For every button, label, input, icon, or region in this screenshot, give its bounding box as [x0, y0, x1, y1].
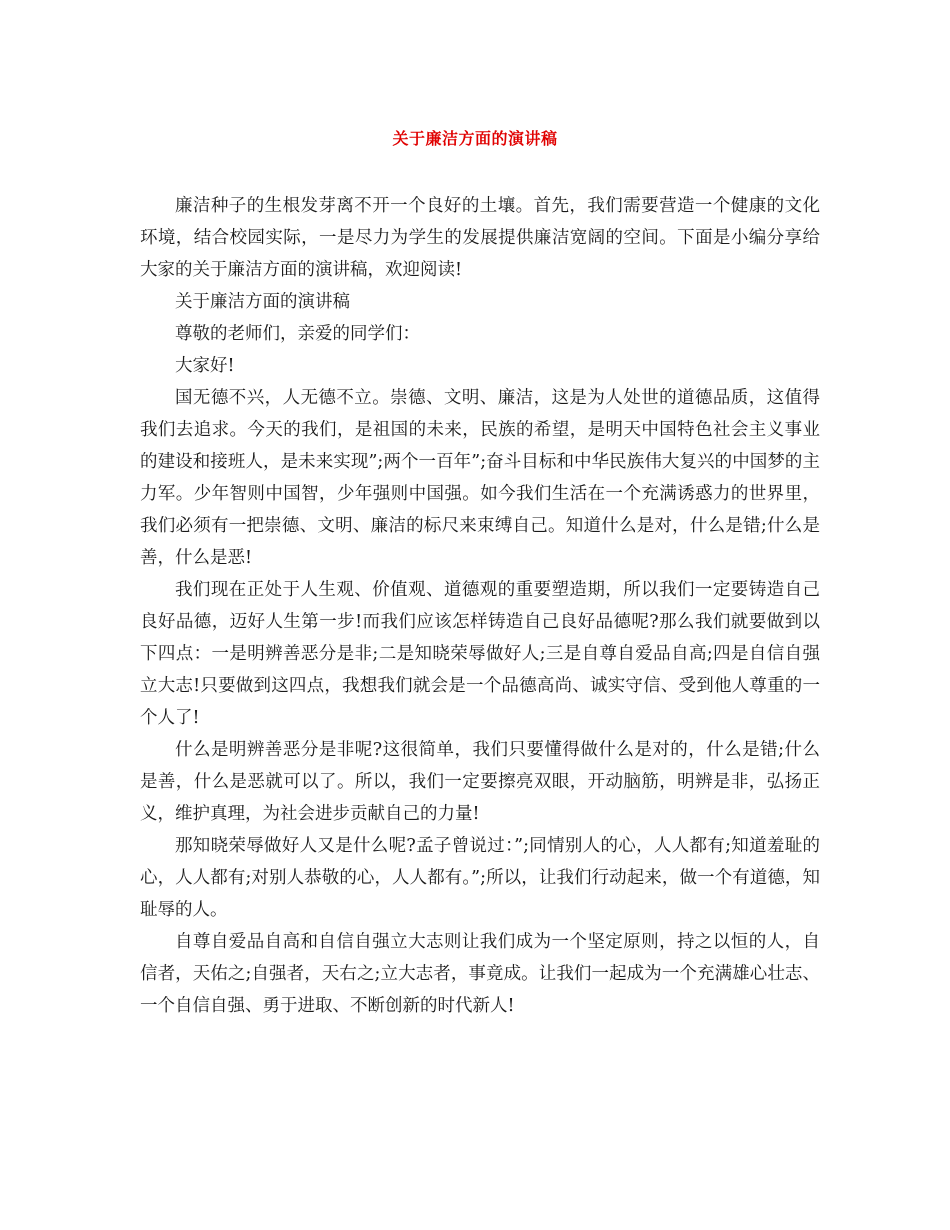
paragraph-virtue: 国无德不兴，人无德不立。崇德、文明、廉洁，这是为人处世的道德品质，这值得我们去追求。今天的我们，是祖国的未来，民族的希望，是明天中国特色社会主义事业的建设和接班人，是未来实现”;两个一百年”;奋斗目标和中华民族伟大复兴的中国梦的主力军。少年智则中国智，少年强则中国强。如今我们生活在一个充满诱惑力的世界里，我们必须有一把崇德、文明、廉洁的标尺来束缚自己。知道什么是对，什么是错;什么是善，什么是恶!: [140, 388, 820, 568]
paragraph-speech-heading: 关于廉洁方面的演讲稿: [175, 292, 350, 312]
paragraph-right-wrong: 什么是明辨善恶分是非呢?这很简单，我们只要懂得做什么是对的，什么是错;什么是善，什么是恶就可以了。所以，我们一定要擦亮双眼，开动脑筋，明辨是非，弘扬正义，维护真理，为社会进步贡献自己的力量!: [140, 740, 820, 824]
paragraph-four-points: 我们现在正处于人生观、价值观、道德观的重要塑造期，所以我们一定要铸造自己良好品德，迈好人生第一步!而我们应该怎样铸造自己良好品德呢?那么我们就要做到以下四点：一是明辨善恶分是非;二是知晓荣辱做好人;三是自尊自爱品自高;四是自信自强立大志!只要做到这四点，我想我们就会是一个品德高尚、诚实守信、受到他人尊重的一个人了!: [140, 580, 820, 728]
paragraph-honor-shame: 那知晓荣辱做好人又是什么呢?孟子曾说过：”;同情别人的心，人人都有;知道羞耻的心，人人都有;对别人恭敬的心，人人都有。”;所以，让我们行动起来，做一个有道德，知耻辱的人。: [140, 836, 820, 920]
document-title: 关于廉洁方面的演讲稿: [392, 129, 558, 148]
paragraph-salutation: 尊敬的老师们，亲爱的同学们：: [175, 324, 420, 344]
paragraph-self-respect: 自尊自爱品自高和自信自强立大志则让我们成为一个坚定原则，持之以恒的人，自信者，天佑之;自强者，天右之;立大志者，事竟成。让我们一起成为一个充满雄心壮志、一个自信自强、勇于进取、不断创新的时代新人!: [140, 932, 820, 1016]
paragraph-intro: 廉洁种子的生根发芽离不开一个良好的土壤。首先，我们需要营造一个健康的文化环境，结合校园实际，一是尽力为学生的发展提供廉洁宽阔的空间。下面是小编分享给大家的关于廉洁方面的演讲稿，欢迎阅读!: [140, 196, 820, 280]
paragraph-greeting: 大家好!: [175, 356, 235, 376]
document-body: [140, 190, 820, 1022]
